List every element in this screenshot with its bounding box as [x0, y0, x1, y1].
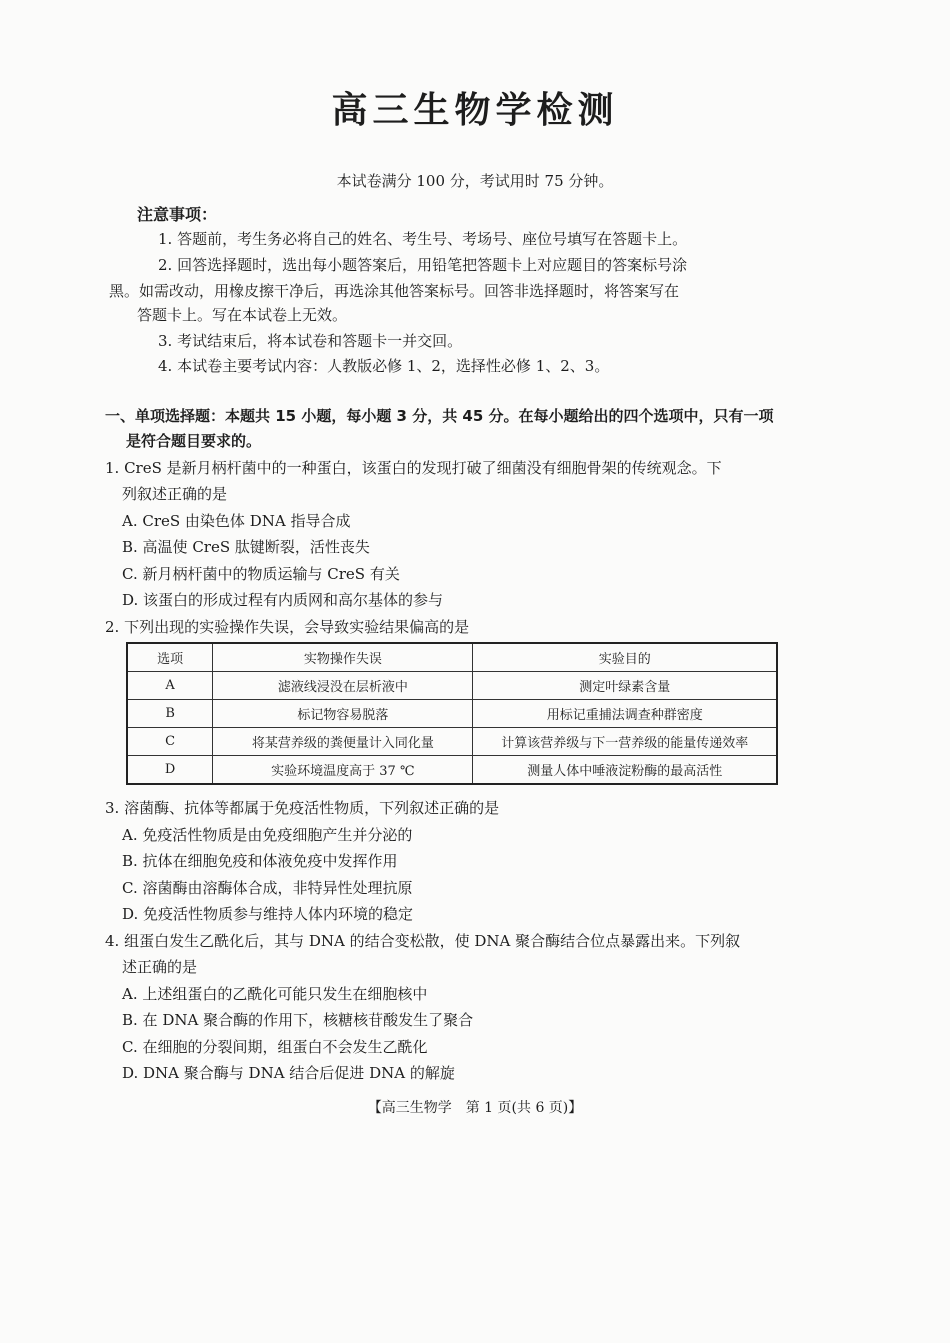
notice-item-2-line-1: 2. 回答选择题时，选出每小题答案后，用铅笔把答题卡上对应题目的答案标号涂: [158, 256, 688, 274]
table-cell: 用标记重捕法调查种群密度: [473, 700, 777, 728]
exam-title: 高三生物学检测: [331, 90, 619, 131]
q3-option-c: C. 溶菌酶由溶酶体合成，非特异性处理抗原: [122, 879, 413, 897]
table-cell: 滤液线浸没在层析液中: [213, 672, 473, 700]
table-header-cell: 实验目的: [473, 643, 777, 672]
q4-option-d: D. DNA 聚合酶与 DNA 结合后促进 DNA 的解旋: [122, 1064, 455, 1082]
table-cell: 测定叶绿素含量: [473, 672, 777, 700]
table-cell: A: [127, 672, 213, 700]
notice-item-2-line-2: 黑。如需改动，用橡皮擦干净后，再选涂其他答案标号。回答非选择题时，将答案写在: [109, 282, 680, 300]
table-row: [127, 672, 777, 700]
page-footer: 【高三生物学 第 1 页(共 6 页)】: [367, 1100, 583, 1116]
section-1-heading-line-1: 一、单项选择题：本题共 15 小题，每小题 3 分，共 45 分。在每小题给出的四个选项中，只有一项: [105, 407, 774, 425]
q4-option-c: C. 在细胞的分裂间期，组蛋白不会发生乙酰化: [122, 1038, 428, 1056]
notice-item-4: 4. 本试卷主要考试内容：人教版必修 1、2，选择性必修 1、2、3。: [158, 357, 610, 375]
table-cell: 将某营养级的粪便量计入同化量: [213, 728, 473, 756]
q2-stem: 2. 下列出现的实验操作失误，会导致实验结果偏高的是: [105, 618, 470, 636]
q1-option-b: B. 高温使 CreS 肽键断裂，活性丧失: [122, 538, 370, 556]
q4-option-a: A. 上述组蛋白的乙酰化可能只发生在细胞核中: [122, 985, 428, 1003]
table-cell: 计算该营养级与下一营养级的能量传递效率: [473, 728, 777, 756]
q2-table: [126, 642, 778, 785]
q3-stem: 3. 溶菌酶、抗体等都属于免疫活性物质，下列叙述正确的是: [105, 799, 500, 817]
table-row: [127, 756, 777, 785]
table-cell: 测量人体中唾液淀粉酶的最高活性: [473, 756, 777, 785]
table-cell: 实验环境温度高于 37 ℃: [213, 756, 473, 785]
table-header-cell: 实物操作失误: [213, 643, 473, 672]
q1-option-c: C. 新月柄杆菌中的物质运输与 CreS 有关: [122, 565, 400, 583]
notice-item-3: 3. 考试结束后，将本试卷和答题卡一并交回。: [158, 332, 463, 350]
section-1-heading-line-2: 是符合题目要求的。: [126, 432, 262, 450]
table-cell: D: [127, 756, 213, 785]
table-cell: 标记物容易脱落: [213, 700, 473, 728]
table-cell: B: [127, 700, 213, 728]
q4-option-b: B. 在 DNA 聚合酶的作用下，核糖核苷酸发生了聚合: [122, 1011, 474, 1029]
notice-heading: 注意事项：: [137, 205, 218, 224]
q1-stem-line-2: 列叙述正确的是: [122, 485, 228, 503]
q3-option-b: B. 抗体在细胞免疫和体液免疫中发挥作用: [122, 852, 398, 870]
table-row: [127, 728, 777, 756]
notice-item-1: 1. 答题前，考生务必将自己的姓名、考生号、考场号、座位号填写在答题卡上。: [158, 230, 688, 248]
table-header-cell: 选项: [127, 643, 213, 672]
table-cell: C: [127, 728, 213, 756]
q4-stem-line-1: 4. 组蛋白发生乙酰化后，其与 DNA 的结合变松散，使 DNA 聚合酶结合位点暴露出来。下列叙: [105, 932, 741, 950]
q4-stem-line-2: 述正确的是: [122, 958, 198, 976]
q1-option-a: A. CreS 由染色体 DNA 指导合成: [122, 512, 351, 530]
q1-option-d: D. 该蛋白的形成过程有内质网和高尔基体的参与: [122, 591, 444, 609]
q3-option-d: D. 免疫活性物质参与维持人体内环境的稳定: [122, 905, 414, 923]
exam-subtitle: 本试卷满分 100 分，考试用时 75 分钟。: [336, 172, 614, 190]
q1-stem-line-1: 1. CreS 是新月柄杆菌中的一种蛋白，该蛋白的发现打破了细菌没有细胞骨架的传统观念。下: [105, 459, 722, 477]
table-header-row: [127, 643, 777, 672]
notice-item-2-line-3: 答题卡上。写在本试卷上无效。: [137, 306, 348, 324]
q3-option-a: A. 免疫活性物质是由免疫细胞产生并分泌的: [122, 826, 413, 844]
table-row: [127, 700, 777, 728]
